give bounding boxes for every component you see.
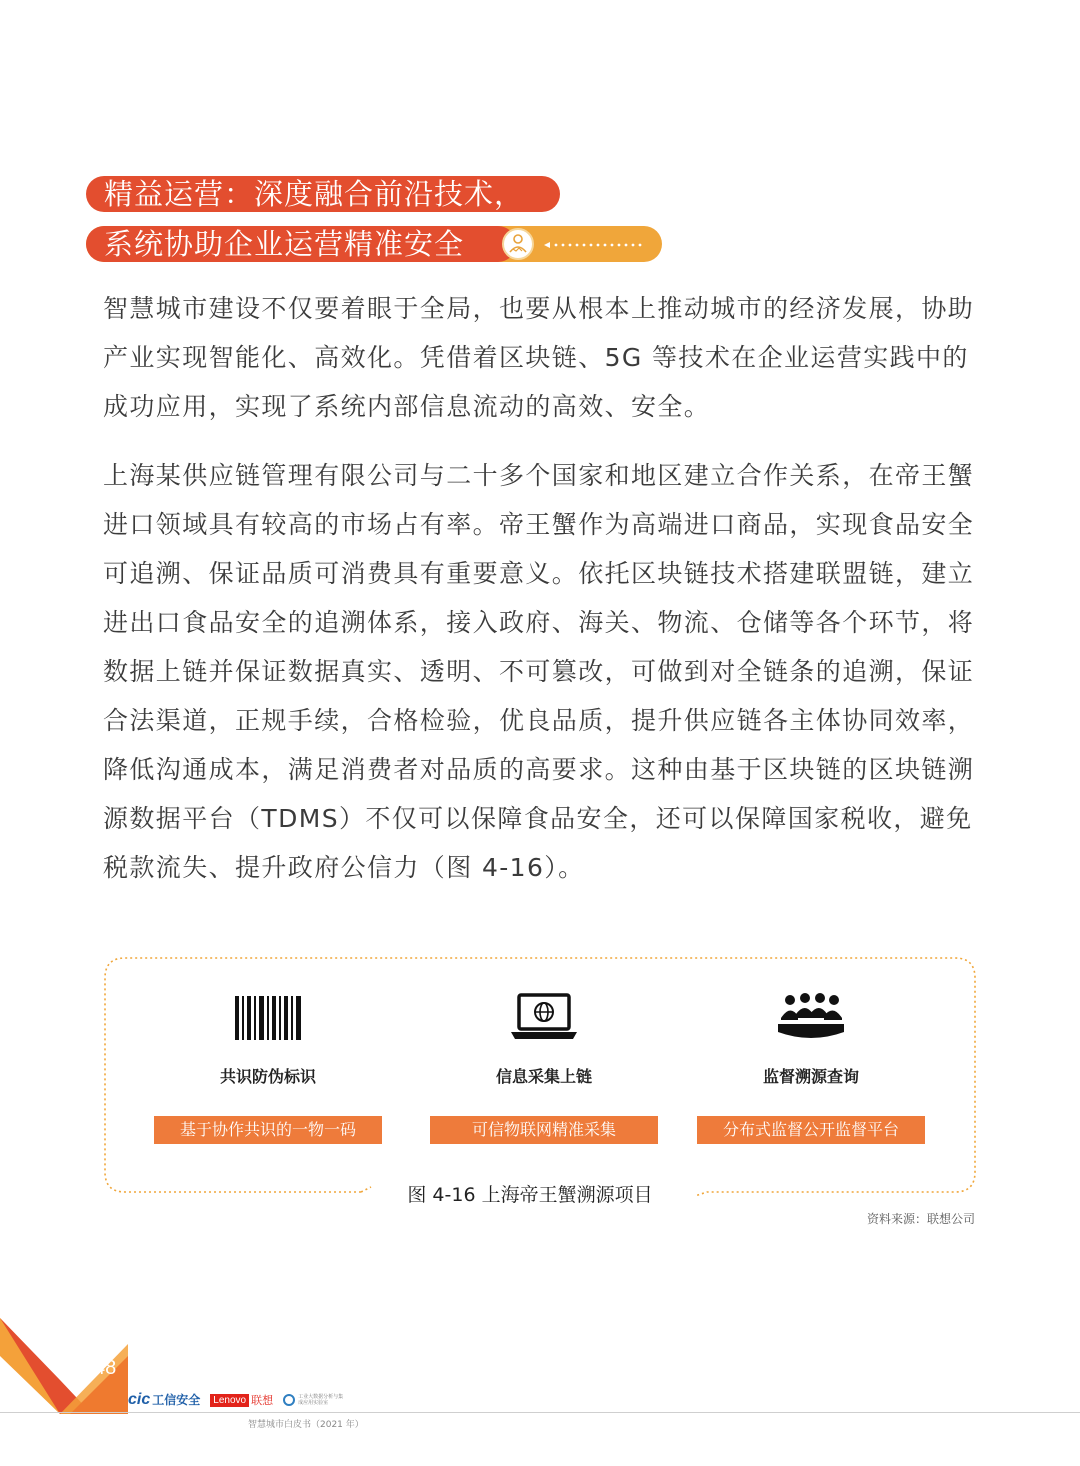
figure-item-tag: 分布式监督公开监督平台 bbox=[697, 1116, 925, 1144]
section-heading-line1: 精益运营：深度融合前沿技术， bbox=[86, 176, 560, 212]
figure-item-label: 共识防伪标识 bbox=[219, 1067, 316, 1086]
cic-logo-cn: 工信安全 bbox=[152, 1393, 201, 1407]
handshake-person-icon bbox=[502, 228, 534, 260]
dac-logo-mark bbox=[283, 1394, 295, 1406]
figure-item-label: 监督溯源查询 bbox=[762, 1067, 859, 1086]
lenovo-logo-cn: 联想 bbox=[251, 1394, 274, 1407]
dotted-arrow-decoration bbox=[544, 242, 644, 248]
barcode-icon bbox=[233, 996, 303, 1040]
dac-logo-text: 工业大数据分析与集成应用实验室 bbox=[298, 1394, 344, 1406]
footer-divider bbox=[0, 1412, 1080, 1413]
footer-book-title: 智慧城市白皮书（2021 年） bbox=[248, 1420, 364, 1430]
footer-logos bbox=[128, 1391, 346, 1409]
figure-item-tag: 可信物联网精准采集 bbox=[430, 1116, 658, 1144]
dac-logo bbox=[283, 1394, 346, 1406]
body-paragraph-2: 上海某供应链管理有限公司与二十多个国家和地区建立合作关系，在帝王蟹进口领域具有较高的市场占有率。帝王蟹作为高端进口商品，实现食品安全可追溯、保证品质可消费具有重要意义。依托区块链技术搭建联盟链，建立进出口食品安全的追溯体系，接入政府、海关、物流、仓储等各个环节，将数据上链并保证数据真实、透明、不可篡改，可做到对全链条的追溯，保证合法渠道，正规手续，合格检验，优良品质，提升供应链各主体协同效率，降低沟通成本，满足消费者对品质的高要求。这种由基于区块链的区块链溯源数据平台（TDMS）不仅可以保障食品安全，还可以保障国家税收，避免税款流失、提升政府公信力（图 4-16）。 bbox=[103, 461, 975, 882]
body-paragraph-1: 智慧城市建设不仅要着眼于全局，也要从根本上推动城市的经济发展，协助产业实现智能化、高效化。凭借着区块链、5G 等技术在企业运营实践中的成功应用，实现了系统内部信息流动的高效、安全。 bbox=[103, 294, 975, 421]
figure-item-data-collection bbox=[430, 990, 658, 1144]
page-number: 48 bbox=[94, 1357, 117, 1379]
people-meeting-icon bbox=[776, 992, 846, 1042]
cic-logo-text: cic bbox=[128, 1391, 151, 1408]
figure-item-anticounterfeit bbox=[154, 990, 382, 1144]
lenovo-logo bbox=[210, 1392, 273, 1408]
figure-item-tag: 基于协作共识的一物一码 bbox=[154, 1116, 382, 1144]
cic-logo bbox=[128, 1391, 200, 1409]
lenovo-logo-text: Lenovo bbox=[210, 1394, 249, 1407]
figure-caption: 图 4-16 上海帝王蟹溯源项目 bbox=[407, 1184, 653, 1206]
figure-item-label: 信息采集上链 bbox=[495, 1067, 592, 1086]
laptop-globe-icon bbox=[509, 992, 579, 1042]
figure-item-supervision bbox=[697, 990, 925, 1144]
section-heading-line2: 系统协助企业运营精准安全 bbox=[86, 226, 516, 262]
figure-source: 资料来源：联想公司 bbox=[866, 1212, 975, 1226]
